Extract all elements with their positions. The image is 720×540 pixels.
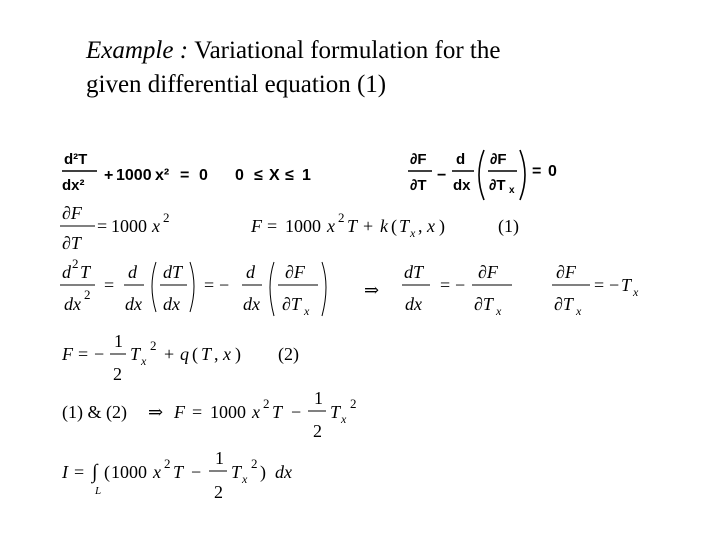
svg-text:T: T <box>399 216 410 236</box>
svg-text:,: , <box>214 344 219 364</box>
svg-text:q: q <box>180 344 189 364</box>
differential-equation <box>62 151 311 194</box>
svg-text:1: 1 <box>302 167 311 184</box>
svg-text:=: = <box>104 275 115 295</box>
svg-text:∂F: ∂F <box>478 262 498 282</box>
svg-text:=: = <box>267 216 278 236</box>
svg-text:x: x <box>341 412 347 426</box>
svg-text:=: = <box>440 275 451 295</box>
svg-text:T: T <box>621 275 632 295</box>
title-example-word: Example <box>86 37 174 64</box>
svg-text:∂T: ∂T <box>62 233 81 253</box>
svg-text:(: ( <box>104 462 110 482</box>
svg-text:=: = <box>78 344 89 364</box>
partial-F-Tx-equation <box>552 262 639 318</box>
svg-text:∂F: ∂F <box>410 151 427 168</box>
svg-text:1000: 1000 <box>285 216 321 236</box>
svg-text:x: x <box>153 462 161 482</box>
svg-text:∂F: ∂F <box>285 262 305 282</box>
svg-text:−: − <box>609 275 620 295</box>
svg-text:1000: 1000 <box>210 402 246 422</box>
functional-F-equation-1 <box>250 210 519 240</box>
svg-text:2: 2 <box>214 482 223 502</box>
svg-text:x: x <box>242 472 248 486</box>
svg-text:X: X <box>269 167 280 184</box>
functional-F-equation-2 <box>61 331 299 384</box>
svg-text:dx: dx <box>405 294 422 314</box>
svg-text:(1): (1) <box>498 216 519 236</box>
svg-text:k: k <box>380 216 388 236</box>
svg-text:x: x <box>496 304 502 318</box>
svg-text:1: 1 <box>215 448 224 468</box>
svg-text:−: − <box>219 275 230 295</box>
svg-text:∂T: ∂T <box>489 177 506 194</box>
svg-text:2: 2 <box>150 338 157 353</box>
svg-text:∂T: ∂T <box>554 294 573 314</box>
svg-text:=: = <box>204 275 215 295</box>
svg-text:dx: dx <box>275 462 292 482</box>
svg-text:1: 1 <box>314 388 323 408</box>
svg-text:dx: dx <box>243 294 260 314</box>
svg-text:): ) <box>439 216 445 236</box>
svg-text:−: − <box>191 462 202 482</box>
svg-text:≤: ≤ <box>285 167 294 184</box>
svg-text:F: F <box>174 402 185 422</box>
svg-text:dx: dx <box>453 177 471 194</box>
svg-text:2: 2 <box>263 396 270 411</box>
svg-text:0: 0 <box>235 167 244 184</box>
svg-text:d: d <box>128 262 137 282</box>
svg-text:−: − <box>291 402 302 422</box>
title-line1: Variational formulation for the <box>194 37 501 64</box>
svg-text:=: = <box>192 402 203 422</box>
svg-text:T: T <box>130 344 141 364</box>
svg-text:=: = <box>594 275 605 295</box>
svg-text:d: d <box>246 262 255 282</box>
svg-text:(: ( <box>192 344 198 364</box>
svg-text:2: 2 <box>251 456 258 471</box>
svg-text:x: x <box>509 185 515 196</box>
svg-text:=: = <box>97 216 108 236</box>
euler-lagrange-equation <box>408 150 557 200</box>
svg-text:F: F <box>251 216 262 236</box>
svg-text:dx²: dx² <box>62 177 85 194</box>
svg-text:): ) <box>260 462 266 482</box>
svg-text:∂T: ∂T <box>410 177 427 194</box>
svg-text:0: 0 <box>548 163 557 180</box>
svg-text:d: d <box>62 262 71 282</box>
second-derivative-equation <box>60 256 326 318</box>
svg-text:2: 2 <box>84 287 91 302</box>
svg-text:x: x <box>576 304 582 318</box>
combined-functional-equation <box>62 388 357 441</box>
svg-text:(1) & (2): (1) & (2) <box>62 402 127 422</box>
svg-text:2: 2 <box>113 364 122 384</box>
svg-text:=: = <box>74 462 85 482</box>
svg-text:T: T <box>272 402 283 422</box>
svg-text:T: T <box>80 262 91 282</box>
svg-text:dx: dx <box>64 294 81 314</box>
implication-equation <box>364 262 512 318</box>
svg-text:): ) <box>235 344 241 364</box>
svg-text:∫: ∫ <box>92 461 98 483</box>
svg-text:x: x <box>223 344 231 364</box>
svg-text:=: = <box>180 167 190 184</box>
svg-text:∂T: ∂T <box>282 294 301 314</box>
svg-text:∂F: ∂F <box>62 203 82 223</box>
title-line2: given differential equation (1) <box>86 71 387 98</box>
svg-text:+: + <box>104 167 114 184</box>
partial-F-T-equation <box>60 203 170 253</box>
svg-text:dx: dx <box>125 294 142 314</box>
svg-text:,: , <box>418 216 423 236</box>
svg-text:d²T: d²T <box>64 151 88 168</box>
svg-text:−: − <box>94 344 105 364</box>
svg-text:x: x <box>633 285 639 299</box>
svg-text:1: 1 <box>114 331 123 351</box>
svg-text:F: F <box>62 344 73 364</box>
svg-text:T: T <box>231 462 242 482</box>
svg-text:dT: dT <box>404 262 424 282</box>
title-colon: : <box>173 37 195 64</box>
svg-text:2: 2 <box>350 396 357 411</box>
svg-text:−: − <box>437 167 447 184</box>
svg-text:(: ( <box>391 216 397 236</box>
svg-text:2: 2 <box>163 210 170 225</box>
svg-text:2: 2 <box>313 421 322 441</box>
svg-text:T: T <box>330 402 341 422</box>
svg-text:≤: ≤ <box>254 167 263 184</box>
integral-functional-equation <box>61 448 292 502</box>
svg-text:x: x <box>152 216 160 236</box>
svg-text:I: I <box>62 462 68 482</box>
svg-text:0: 0 <box>199 167 208 184</box>
svg-text:2: 2 <box>164 456 171 471</box>
svg-text:T: T <box>347 216 358 236</box>
svg-text:−: − <box>455 275 466 295</box>
svg-text:L: L <box>95 485 102 497</box>
svg-text:x: x <box>141 354 147 368</box>
svg-text:dx: dx <box>163 294 180 314</box>
svg-text:1000: 1000 <box>116 167 152 184</box>
svg-text:∂F: ∂F <box>556 262 576 282</box>
svg-text:T: T <box>201 344 212 364</box>
svg-text:2: 2 <box>338 210 345 225</box>
svg-text:∂F: ∂F <box>490 151 507 168</box>
svg-text:∂T: ∂T <box>474 294 493 314</box>
svg-text:⇒: ⇒ <box>364 280 380 300</box>
svg-text:x²: x² <box>155 167 170 184</box>
svg-text:+: + <box>164 344 175 364</box>
svg-text:T: T <box>173 462 184 482</box>
svg-text:(2): (2) <box>278 344 299 364</box>
svg-text:x: x <box>427 216 435 236</box>
svg-text:+: + <box>363 216 374 236</box>
svg-text:=: = <box>532 163 542 180</box>
svg-text:dT: dT <box>163 262 183 282</box>
svg-text:1000: 1000 <box>111 462 147 482</box>
svg-text:x: x <box>327 216 335 236</box>
svg-text:x: x <box>304 304 310 318</box>
svg-text:2: 2 <box>72 256 79 271</box>
svg-text:⇒: ⇒ <box>148 402 164 422</box>
svg-text:d: d <box>456 151 466 168</box>
svg-text:1000: 1000 <box>111 216 147 236</box>
svg-text:x: x <box>410 226 416 240</box>
svg-text:x: x <box>252 402 260 422</box>
